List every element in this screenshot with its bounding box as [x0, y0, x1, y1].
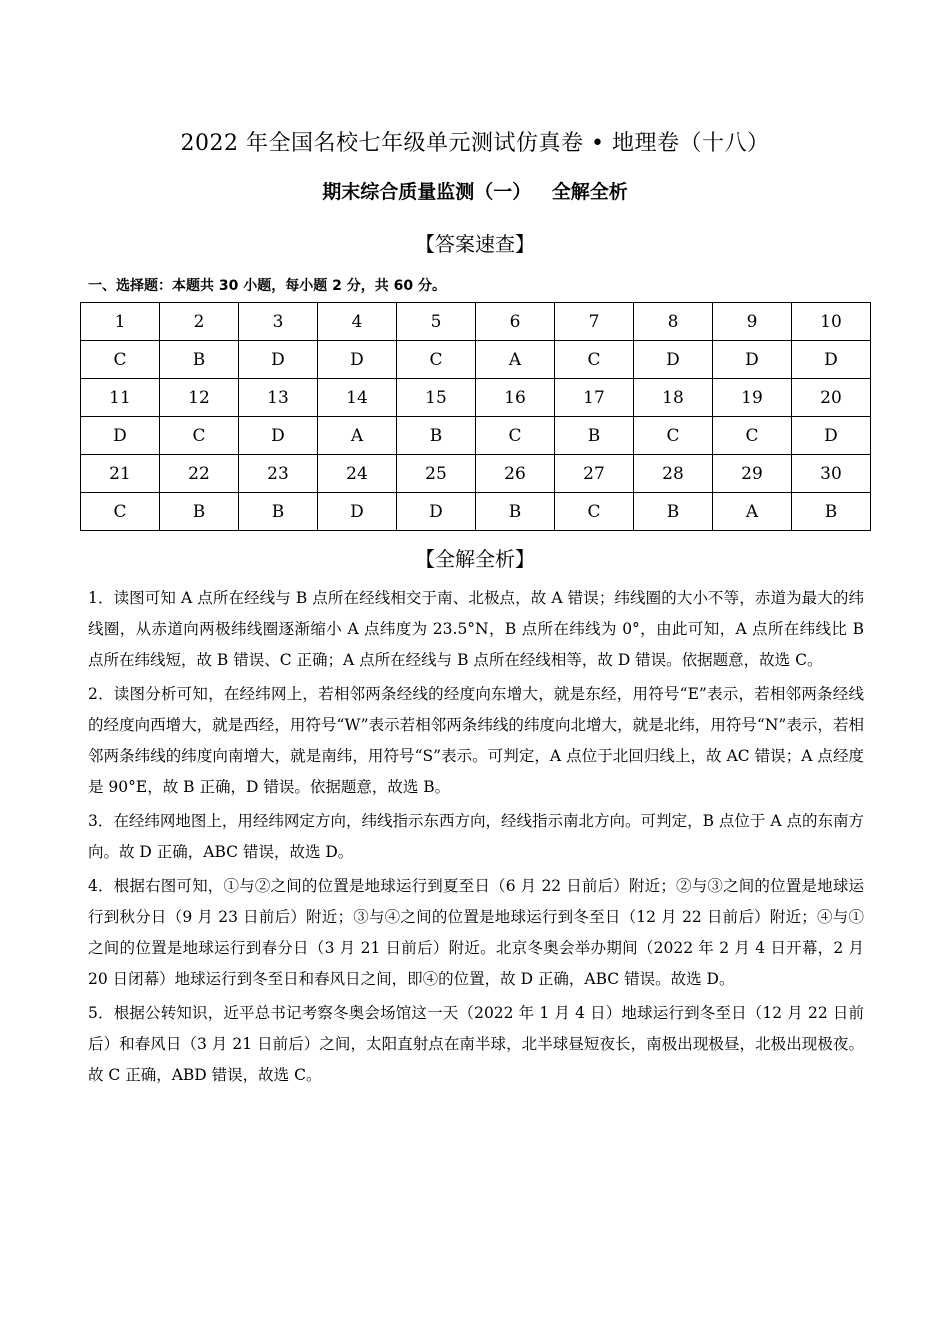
- question-number-cell: 6: [476, 303, 555, 341]
- page-title: 2022 年全国名校七年级单元测试仿真卷 • 地理卷（十八）: [180, 131, 770, 156]
- answer-section-heading: 【答案速查】: [415, 232, 535, 256]
- question-number-cell: 10: [792, 303, 871, 341]
- question-number-cell: 12: [160, 379, 239, 417]
- question-number-cell: 23: [239, 455, 318, 493]
- answer-cell: B: [634, 493, 713, 531]
- question-number-cell: 2: [160, 303, 239, 341]
- answer-cell: D: [318, 493, 397, 531]
- question-number-cell: 27: [555, 455, 634, 493]
- question-number-cell: 17: [555, 379, 634, 417]
- answer-cell: B: [160, 341, 239, 379]
- question-number-cell: 1: [81, 303, 160, 341]
- explanations: [88, 583, 864, 1094]
- question-number-cell: 16: [476, 379, 555, 417]
- question-number-cell: 3: [239, 303, 318, 341]
- explanation-5: 5．根据公转知识，近平总书记考察冬奥会场馆这一天（2022 年 1 月 4 日）地球运行到冬至日（12 月 22 日前后）和春风日（3 月 21 日前后）之间，太阳直射点在南半球，北半球昼短夜长，南极出现极昼，北极出现极夜。故 C 正确，ABD 错误，故选 C。: [88, 1004, 864, 1084]
- question-number-row: [81, 455, 871, 493]
- answer-cell: D: [318, 341, 397, 379]
- answer-cell: C: [555, 341, 634, 379]
- answer-cell: C: [81, 493, 160, 531]
- question-number-cell: 7: [555, 303, 634, 341]
- question-number-cell: 19: [713, 379, 792, 417]
- answer-cell: B: [555, 417, 634, 455]
- question-number-row: [81, 379, 871, 417]
- explanation-1: 1．读图可知 A 点所在经线与 B 点所在经线相交于南、北极点，故 A 错误；纬线圈的大小不等，赤道为最大的纬线圈，从赤道向两极纬线圈逐渐缩小 A 点纬度为 23.5°N，B 点所在纬线为 0°，由此可知，A 点所在纬线比 B 点所在纬线短，故 B 错误、C 正确；A 点所在经线与 B 点所在经线相等，故 D 错误。依据题意，故选 C。: [88, 589, 864, 669]
- answer-cell: B: [239, 493, 318, 531]
- question-heading: 一、选择题：本题共 30 小题，每小题 2 分，共 60 分。: [88, 278, 446, 294]
- answer-row: [81, 341, 871, 379]
- question-number-cell: 22: [160, 455, 239, 493]
- question-number-cell: 13: [239, 379, 318, 417]
- question-number-cell: 8: [634, 303, 713, 341]
- answer-cell: C: [634, 417, 713, 455]
- question-number-cell: 4: [318, 303, 397, 341]
- answer-cell: D: [792, 341, 871, 379]
- answer-cell: C: [397, 341, 476, 379]
- answer-row: [81, 493, 871, 531]
- question-number-cell: 15: [397, 379, 476, 417]
- question-number-cell: 28: [634, 455, 713, 493]
- explanation-3: 3．在经纬网地图上，用经纬网定方向，纬线指示东西方向，经线指示南北方向。可判定，B 点位于 A 点的东南方向。故 D 正确，ABC 错误，故选 D。: [88, 812, 864, 861]
- question-number-cell: 29: [713, 455, 792, 493]
- answer-cell: A: [713, 493, 792, 531]
- question-number-cell: 30: [792, 455, 871, 493]
- analysis-section-heading: 【全解全析】: [415, 547, 535, 571]
- answer-cell: B: [397, 417, 476, 455]
- question-number-cell: 5: [397, 303, 476, 341]
- answer-cell: D: [713, 341, 792, 379]
- answer-cell: D: [634, 341, 713, 379]
- question-number-cell: 20: [792, 379, 871, 417]
- answer-cell: C: [81, 341, 160, 379]
- question-number-cell: 24: [318, 455, 397, 493]
- answer-cell: D: [239, 417, 318, 455]
- question-number-cell: 21: [81, 455, 160, 493]
- answer-cell: B: [160, 493, 239, 531]
- answer-cell: A: [476, 341, 555, 379]
- explanation-4: 4．根据右图可知，①与②之间的位置是地球运行到夏至日（6 月 22 日前后）附近；②与③之间的位置是地球运行到秋分日（9 月 23 日前后）附近；③与④之间的位置是地球运行到冬至日（12 月 22 日前后）附近；④与①之间的位置是地球运行到春分日（3 月 21 日前后）附近。北京冬奥会举办期间（2022 年 2 月 4 日开幕，2 月 20 日闭幕）地球运行到冬至日和春风日之间，即④的位置，故 D 正确，ABC 错误。故选 D。: [88, 877, 864, 988]
- answer-cell: D: [239, 341, 318, 379]
- answer-cell: C: [555, 493, 634, 531]
- answer-cell: D: [397, 493, 476, 531]
- answer-cell: C: [476, 417, 555, 455]
- question-number-cell: 9: [713, 303, 792, 341]
- answer-row: [81, 417, 871, 455]
- answer-cell: B: [476, 493, 555, 531]
- answer-cell: A: [318, 417, 397, 455]
- question-number-cell: 18: [634, 379, 713, 417]
- question-number-cell: 14: [318, 379, 397, 417]
- answer-cell: C: [160, 417, 239, 455]
- page-subtitle: 期末综合质量监测（一） 全解全析: [322, 181, 628, 203]
- explanation-2: 2．读图分析可知，在经纬网上，若相邻两条经线的经度向东增大，就是东经，用符号“E”表示，若相邻两条经线的经度向西增大，就是西经，用符号“W”表示若相邻两条纬线的纬度向北增大，就是北纬，用符号“N”表示，若相邻两条纬线的纬度向南增大，就是南纬，用符号“S”表示。可判定，A 点位于北回归线上，故 AC 错误；A 点经度是 90°E，故 B 正确，D 错误。依据题意，故选 B。: [88, 685, 864, 796]
- answer-cell: C: [713, 417, 792, 455]
- answer-table: [80, 302, 871, 531]
- answer-cell: D: [81, 417, 160, 455]
- question-number-row: [81, 303, 871, 341]
- answer-cell: B: [792, 493, 871, 531]
- question-number-cell: 26: [476, 455, 555, 493]
- question-number-cell: 25: [397, 455, 476, 493]
- question-number-cell: 11: [81, 379, 160, 417]
- answer-cell: D: [792, 417, 871, 455]
